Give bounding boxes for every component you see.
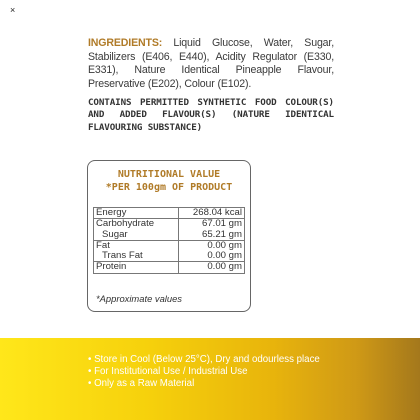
- nutrient-value: 0.00 gm: [179, 262, 245, 273]
- nutrient-value: 0.00 gm: [179, 240, 245, 251]
- ingredients-paragraph: [88, 37, 334, 91]
- nutrient-name: Protein: [94, 262, 179, 273]
- nutrient-name: Energy: [94, 208, 179, 219]
- nutrient-value: 268.04 kcal: [179, 208, 245, 219]
- nutrient-name: Carbohydrate: [94, 219, 179, 230]
- storage-list: [88, 354, 320, 391]
- table-row: [94, 251, 245, 262]
- ingredients-header: INGREDIENTS:: [88, 37, 163, 49]
- nutrition-subtitle: *PER 100gm OF PRODUCT: [105, 182, 233, 193]
- nutrition-title: NUTRITIONAL VALUE: [117, 169, 221, 180]
- list-item: • For Institutional Use / Industrial Use: [88, 366, 248, 378]
- nutrient-name: Sugar: [94, 230, 179, 241]
- table-row: [94, 262, 245, 273]
- nutrient-value: 0.00 gm: [179, 251, 245, 262]
- contains-statement: CONTAINS PERMITTED SYNTHETIC FOOD COLOUR(S) AND ADDED FLAVOUR(S) (NATURE IDENTICAL FLAVOURING SUBSTANCE): [88, 97, 334, 133]
- list-item: • Only as a Raw Material: [88, 378, 195, 390]
- nutrient-value: 67.01 gm: [179, 219, 245, 230]
- nutrition-table: [93, 207, 245, 274]
- table-row: [94, 230, 245, 241]
- nutrition-panel: [87, 160, 251, 312]
- nutrient-name: Trans Fat: [94, 251, 179, 262]
- nutrient-value: 65.21 gm: [179, 230, 245, 241]
- list-item: • Store in Cool (Below 25°C), Dry and odourless place: [88, 354, 320, 365]
- table-row: [94, 219, 245, 230]
- ingredients-text: Liquid Glucose, Water, Sugar, Stabilizers (E406, E440), Acidity Regulator (E330, E331), Nature Identical Pineapple Flavour, Preservative (E202), Colour (E102).: [88, 37, 335, 90]
- nutrient-name: Fat: [94, 240, 179, 251]
- table-row: [94, 208, 245, 219]
- approximate-note: *Approximate values: [96, 293, 182, 304]
- corner-mark: ×: [10, 5, 16, 15]
